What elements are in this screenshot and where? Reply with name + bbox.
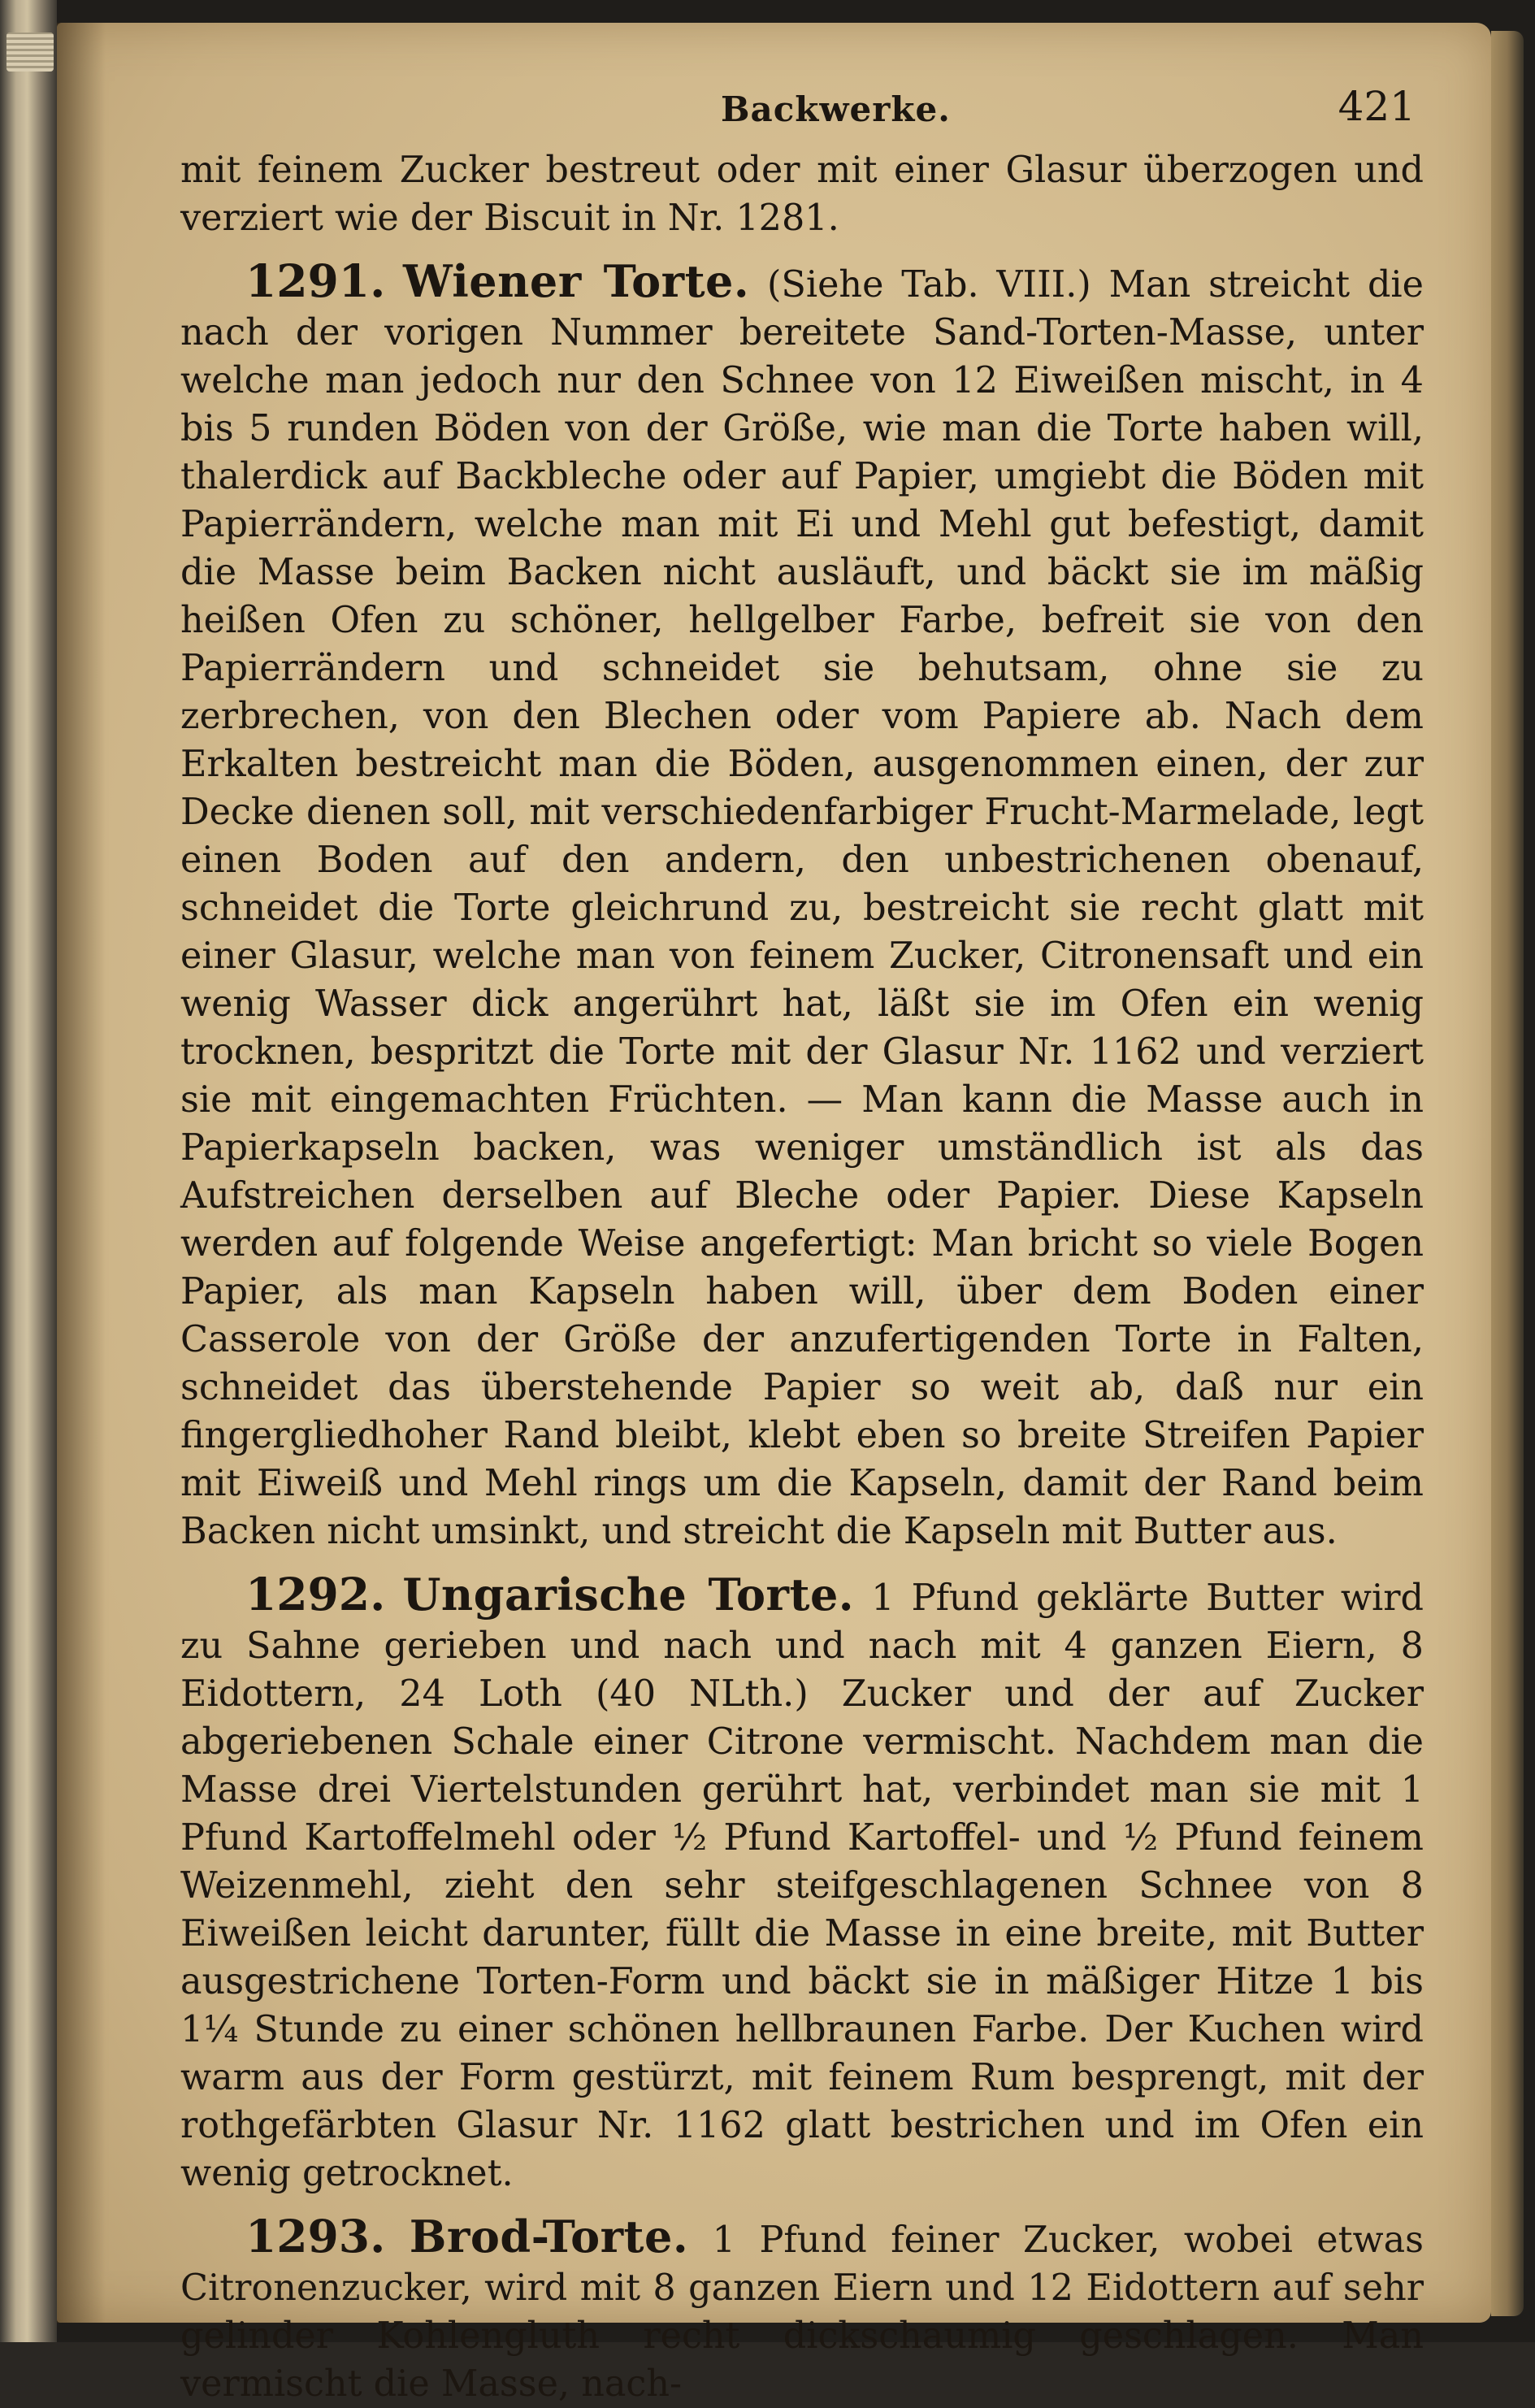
book-spine [0, 0, 57, 2342]
recipe-body: (Siehe Tab. VIII.) Man streicht die nach der vorigen Nummer bereitete Sand-Torten-Masse, unter welche man jedoch nur den Schnee von 12 Eiweißen mischt, in 4 bis 5 runden Böden von der Größe, wie man die Torte haben will, thalerdick auf Backbleche oder auf Papier, umgiebt die Böden mit Papierrändern, welche man mit Ei und Mehl gut befestigt, damit die Masse beim Backen nicht ausläuft, und bäckt sie im mäßig heißen Ofen zu schöner, hellgelber Farbe, befreit sie von den Papierrändern und schneidet sie behutsam, ohne sie zu zerbrechen, von den Blechen oder vom Papiere ab. Nach dem Erkalten bestreicht man die Böden, ausgenommen einen, der zur Decke dienen soll, mit verschiedenfarbiger Frucht-Marmelade, legt einen Boden auf den andern, den unbestrichenen obenauf, schneidet die Torte gleichrund zu, bestreicht sie recht glatt mit einer Glasur, welche man von feinem Zucker, Citronensaft und ein wenig Wasser dick angerührt hat, läßt sie im Ofen ein wenig trocknen, bespritzt die Torte mit der Glasur Nr. 1162 und verziert sie mit eingemachten Früchten. — Man kann die Masse auch in Papierkapseln backen, was weniger umständlich ist als das Aufstreichen derselben auf Bleche oder Papier. Diese Kapseln werden auf folgende Weise angefertigt: Man bricht so viele Bogen Papier, als man Kapseln haben will, über dem Boden einer Casserole von der Größe der anzufertigenden Torte in Falten, schneidet das überstehende Papier so weit ab, daß nur ein fingergliedhoher Rand bleibt, klebt eben so breite Streifen Papier mit Eiweiß und Mehl rings um die Kapseln, damit der Rand beim Backen nicht umsinkt, und streicht die Kapseln mit Butter aus. [180, 264, 1424, 1552]
recipe-number: 1293. [245, 2210, 386, 2263]
gutter-shadow [57, 23, 106, 2323]
spine-stitching [7, 33, 54, 72]
recipe-number: 1292. [245, 1568, 386, 1621]
running-head-title: Backwerke. [721, 89, 951, 129]
recipe-title: Brod-Torte. [409, 2211, 689, 2263]
recipe-title: Ungarische Torte. [402, 1568, 855, 1621]
recipe-number: 1291. [245, 254, 386, 307]
recipe-1291 [180, 254, 1424, 1555]
page-number: 421 [1338, 83, 1416, 130]
intro-paragraph: mit feinem Zucker bestreut oder mit einer Glasur überzogen und verziert wie der Biscuit in Nr. 1281. [180, 150, 1424, 239]
running-head [180, 73, 1424, 146]
recipe-1293 [180, 2212, 1424, 2408]
page-edge [1491, 31, 1524, 2316]
recipe-body: 1 Pfund feiner Zucker, wobei etwas Citronenzucker, wird mit 8 ganzen Eiern und 12 Eidottern auf sehr gelinder Kohlengluth recht dickschaumig geschlagen. Man vermischt die Masse, nach- [180, 2219, 1424, 2405]
recipe-body: 1 Pfund geklärte Butter wird zu Sahne gerieben und nach und nach mit 4 ganzen Eiern, 8 Eidottern, 24 Loth (40 NLth.) Zucker und der auf Zucker abgeriebenen Schale einer Citrone vermischt. Nachdem man die Masse drei Viertelstunden gerührt hat, verbindet man sie mit 1 Pfund Kartoffelmehl oder ½ Pfund Kartoffel- und ½ Pfund feinem Weizenmehl, zieht den sehr steifgeschlagenen Schnee von 8 Eiweißen leicht darunter, füllt die Masse in eine breite, mit Butter ausgestrichene Torten-Form und bäckt sie in mäßiger Hitze 1 bis 1¼ Stunde zu einer schönen hellbraunen Farbe. Der Kuchen wird warm aus der Form gestürzt, mit feinem Rum besprengt, mit der rothgefärbten Glasur Nr. 1162 glatt bestrichen und im Ofen ein wenig getrocknet. [180, 1577, 1424, 2194]
recipe-1292 [180, 1570, 1424, 2198]
page-content [180, 73, 1424, 2408]
recipe-title: Wiener Torte. [403, 255, 750, 307]
